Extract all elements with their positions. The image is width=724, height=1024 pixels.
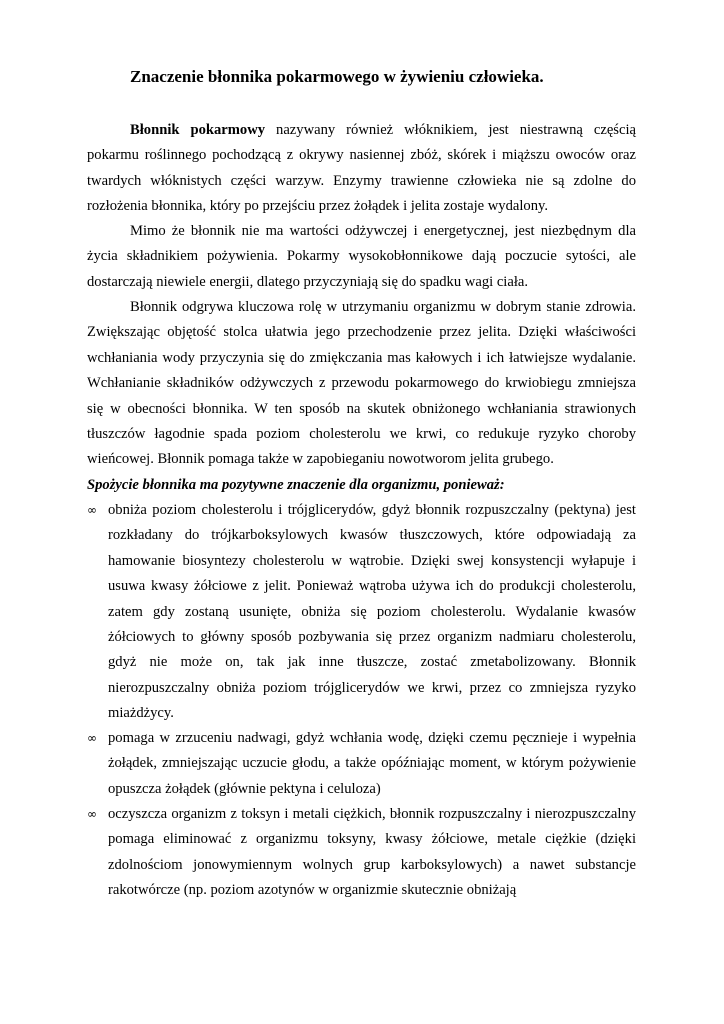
benefits-lead-heading: Spożycie błonnika ma pozytywne znaczenie dla organizmu, ponieważ: bbox=[87, 477, 505, 493]
list-item bbox=[87, 498, 636, 727]
term-blonnik-pokarmowy: Błonnik pokarmowy bbox=[130, 122, 266, 138]
infinity-bullet-icon: ∞ bbox=[87, 503, 97, 517]
list-item bbox=[87, 802, 636, 904]
benefits-list-3 bbox=[87, 802, 636, 904]
infinity-bullet-icon: ∞ bbox=[87, 807, 97, 821]
paragraph-nutrition: Mimo że błonnik nie ma wartości odżywczej i energetycznej, jest niezbędnym dla życia składnikiem pożywienia. Pokarmy wysokobłonnikowe dają poczucie sytości, ale dostarczają niewiele energii, dlatego przyczyniają się do spadku wagi ciała. bbox=[87, 223, 636, 290]
document-title: Znaczenie błonnika pokarmowego w żywieniu człowieka. bbox=[130, 67, 544, 86]
list-item bbox=[87, 726, 636, 802]
paragraph-health-role: Błonnik odgrywa kluczowa rolę w utrzymaniu organizmu w dobrym stanie zdrowia. Zwiększając objętość stolca ułatwia jego przechodzenie przez jelita. Dzięki właściwości wchłaniania wody przyczynia się do zmiękczania mas kałowych i ich łatwiejsze wydalanie. Wchłanianie składników odżywczych z przewodu pokarmowego do krwiobiegu zmniejsza się w obecności błonnika. W ten sposób na skutek obniżonego wchłaniania strawionych tłuszczów łagodnie spada poziom cholesterolu we krwi, co redukuje ryzyko choroby wieńcowej. Błonnik pomaga także w zapobieganiu nowotworom jelita grubego. bbox=[87, 299, 636, 468]
infinity-bullet-icon: ∞ bbox=[87, 731, 97, 745]
list-item-text: pomaga w zrzuceniu nadwagi, gdyż wchłania wodę, dzięki czemu pęcznieje i wypełnia żołądek, zmniejszając uczucie głodu, a także opóźniając moment, w którym pożywienie opuszcza żołądek (głównie pektyna i celuloza) bbox=[108, 730, 636, 797]
paragraph-definition-text: nazywany również włóknikiem, jest niestrawną częścią pokarmu roślinnego pochodzącą z okrywy nasiennej zbóż, skórek i miąższu owoców oraz twardych włóknistych części warzyw. Enzymy trawienne człowieka nie są zdolne do rozłożenia błonnika, który po przejściu przez żołądek i jelita zostaje wydalony. bbox=[87, 122, 636, 215]
paragraph-definition bbox=[87, 118, 636, 220]
benefits-list-2 bbox=[87, 726, 636, 802]
list-item-text: oczyszcza organizm z toksyn i metali ciężkich, błonnik rozpuszczalny i nierozpuszczalny pomaga eliminować z organizmu toksyny, kwasy żółciowe, metale ciężkie (dzięki zdolnościom jonowymiennym wolnych grup karboksylowych) a nawet substancje rakotwórcze (np. poziom azotynów w organizmie skutecznie obniżają bbox=[108, 806, 636, 899]
list-item-text: obniża poziom cholesterolu i trójglicerydów, gdyż błonnik rozpuszczalny (pektyna) jest rozkładany do trójkarboksylowych kwasów tłuszczowych, które odpowiadają za hamowanie biosyntezy cholesterolu w wątrobie. Dzięki swej konsystencji wyłapuje i usuwa kwasy żółciowe z jelit. Ponieważ wątroba używa ich do produkcji cholesterolu, zatem gdy zostaną usunięte, obniża się poziom cholesterolu. Wydalanie kwasów żółciowych to główny sposób pozbywania się przez organizm nadmiaru cholesterolu, gdyż nie może on, tak jak inne tłuszcze, zostać zmetabolizowany. Błonnik nierozpuszczalny obniża poziom trójglicerydów we krwi, przez co zmniejsza ryzyko miażdżycy. bbox=[108, 502, 636, 722]
benefits-list-1 bbox=[87, 498, 636, 727]
